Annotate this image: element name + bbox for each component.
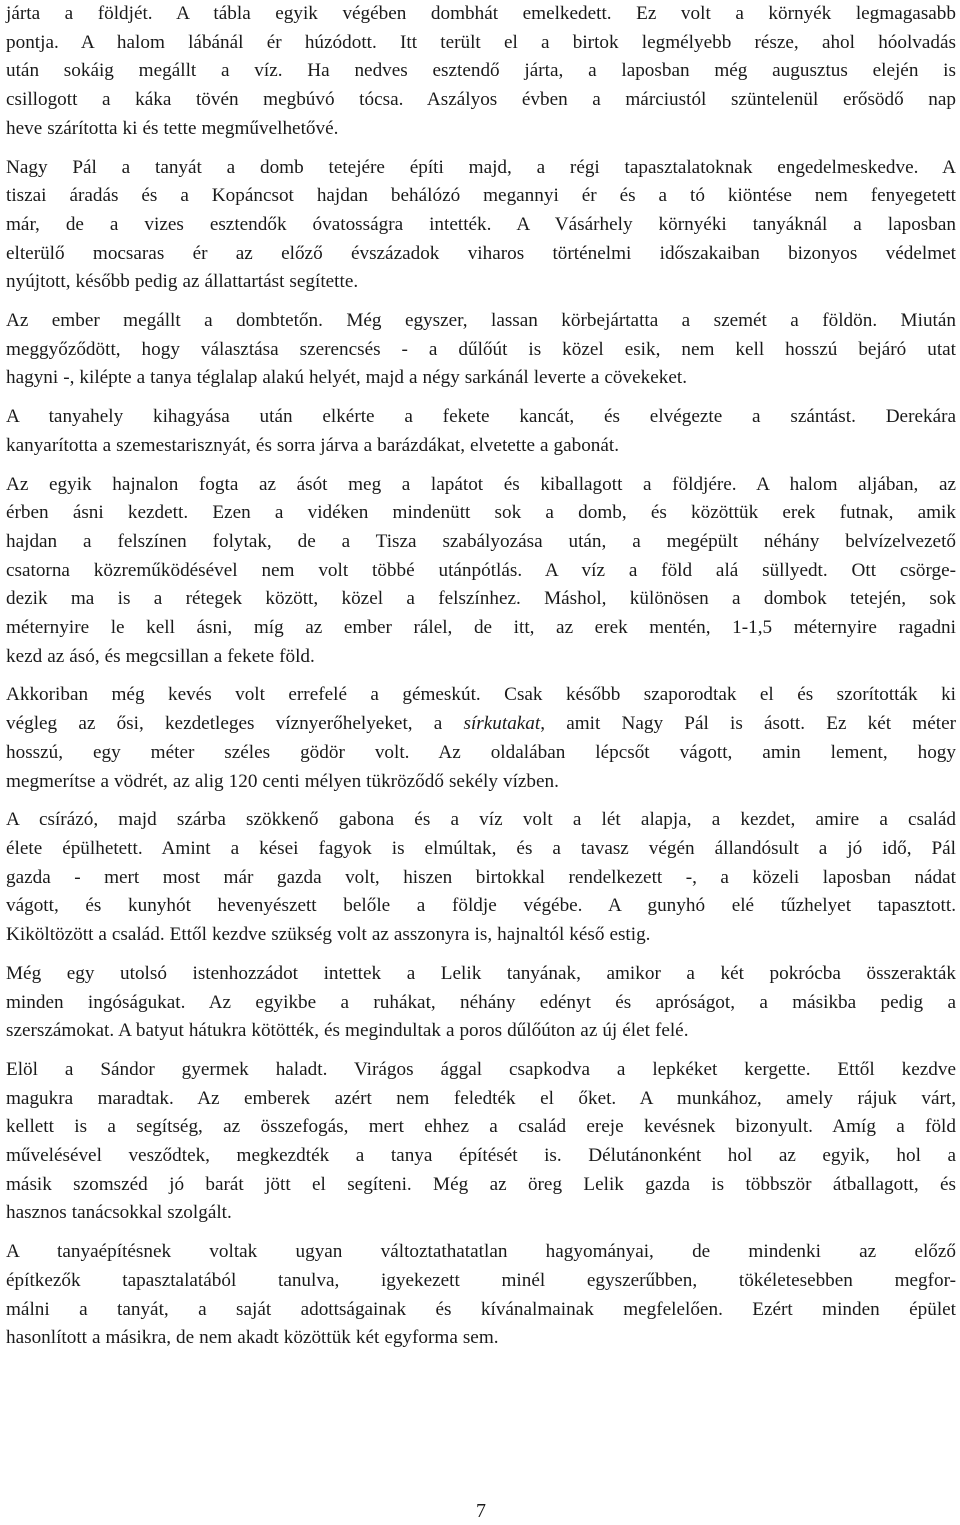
text-line: érben ásni kezdett. Ezen a vidéken mindenütt sok a domb, és közöttük erek futnak, amik — [6, 502, 956, 524]
text-line: meggyőződött, hogy választása szerencsés - a dűlőút is közel esik, nem kell hosszú bejáró utat — [6, 338, 956, 360]
paragraph — [6, 154, 956, 298]
text-line: gazda - mert most már gazda volt, hiszen birtokkal rendelkezett -, a közeli laposban nádat — [6, 866, 956, 888]
text-line: építkezők tapasztalatából tanulva, igyekezett minél egyszerűbben, tökéletesebben megfor- — [6, 1269, 956, 1291]
paragraph — [6, 403, 956, 460]
text-line: kezd az ásó, és megcsillan a fekete föld. — [6, 645, 315, 667]
text-line: járta a földjét. A tábla egyik végében dombhát emelkedett. Ez volt a környék legmagasabb — [6, 3, 956, 24]
page-number: 7 — [476, 1500, 486, 1522]
text-line: művelésével vesződtek, megkezdték a tanya építését is. Délutánonként hol az egyik, hol a — [6, 1145, 956, 1167]
document-page — [6, 0, 956, 1525]
body-text — [6, 0, 956, 1363]
text-line: már, de a vizes esztendők óvatosságra intették. A Vásárhely környéki tanyáknál a laposban — [6, 213, 956, 235]
text-line: csatorna közreműködésével nem volt többé utánpótlás. A víz a föld alá süllyedt. Ott csörge- — [6, 559, 956, 581]
paragraph — [6, 0, 956, 144]
text-line: minden ingóságukat. Az egyikbe a ruhákat, néhány edényt és apróságot, a másikba pedig a — [6, 991, 956, 1013]
paragraph — [6, 960, 956, 1046]
text-line: málni a tanyát, a saját adottságainak és kívánalmainak megfelelően. Ezért minden épület — [6, 1298, 956, 1320]
text-line: Az egyik hajnalon fogta az ásót meg a lapátot és kiballagott a földjére. A halom aljában, az — [6, 473, 956, 495]
paragraph — [6, 1238, 956, 1353]
paragraph — [6, 471, 956, 672]
text-line: hosszú, egy méter széles gödör volt. Az oldalában lépcsőt vágott, amin lement, hogy — [6, 741, 956, 763]
text-line: másik szomszéd jó barát jött el segíteni. Még az öreg Lelik gazda is többször átballagott, és — [6, 1173, 956, 1195]
text-line: elterülő mocsaras ér az előző évszázadok viharos történelmi időszakaiban bizonyos védelmet — [6, 242, 956, 264]
text-line: szerszámokat. A batyut hátukra kötötték, és megindultak a poros dűlőúton az új élet felé. — [6, 1020, 689, 1042]
text-line: hasznos tanácsokkal szolgált. — [6, 1202, 232, 1224]
text-line: A csírázó, majd szárba szökkenő gabona és a víz volt a lét alapja, a kezdet, amire a család — [6, 809, 956, 831]
text-line: végleg az ősi, kezdetleges víznyerőhelyeket, a sírkutakat, amit Nagy Pál is ásott. Ez két méter — [6, 713, 956, 735]
text-line: Elöl a Sándor gyermek haladt. Virágos ággal csapkodva a lepkéket kergette. Ettől kezdve — [6, 1058, 956, 1080]
text-line: Kiköltözött a család. Ettől kezdve szükség volt az asszonyra is, hajnaltól késő estig. — [6, 924, 651, 946]
text-line: hagyni -, kilépte a tanya téglalap alakú helyét, majd a négy sarkánál leverte a cövekeket. — [6, 367, 687, 389]
text-line: Az ember megállt a dombtetőn. Még egyszer, lassan körbejártatta a szemét a földön. Miután — [6, 310, 956, 332]
text-line: Nagy Pál a tanyát a domb tetejére építi majd, a régi tapasztalatoknak engedelmeskedve. A — [6, 156, 956, 178]
text-line: heve szárította ki és tette megművelhetővé. — [6, 117, 339, 139]
paragraph — [6, 1056, 956, 1228]
text-line: tiszai áradás és a Kopáncsot hajdan behálózó megannyi ér és a tó kiöntése nem fenyegetett — [6, 185, 956, 207]
text-line: megmerítse a vödrét, az alig 120 centi mélyen tükröződő sekély vízben. — [6, 770, 559, 792]
text-line: élete épülhetett. Amint a kései fagyok is elmúltak, és a tavasz végén állandósult a jó idő, Pál — [6, 837, 956, 859]
text-line: Akkoriban még kevés volt errefelé a gémeskút. Csak később szaporodtak el és szorították ki — [6, 684, 956, 706]
text-line: hajdan a felszínen folytak, de a Tisza szabályozása után, a megépült néhány belvízelvezető — [6, 530, 956, 552]
text-line: kanyarította a szemestarisznyát, és sorra járva a barázdákat, elvetette a gabonát. — [6, 434, 620, 456]
text-line: magukra maradtak. Az emberek azért nem feledték el őket. A munkához, amely rájuk várt, — [6, 1087, 956, 1109]
paragraph — [6, 307, 956, 393]
text-line: pontja. A halom lábánál ér húzódott. Itt terült el a birtok legmélyebb része, ahol hóolvadás — [6, 31, 956, 53]
paragraph — [6, 806, 956, 950]
text-line: A tanyaépítésnek voltak ugyan változtathatatlan hagyományai, de mindenki az előző — [6, 1241, 956, 1263]
text-line: hasonlított a másikra, de nem akadt közöttük két egyforma sem. — [6, 1327, 499, 1349]
text-line: vágott, és kunyhót hevenyészett belőle a földje végébe. A gunyhó elé tűzhelyet tapasztott. — [6, 895, 956, 917]
text-line: A tanyahely kihagyása után elkérte a fekete kancát, és elvégezte a szántást. Derekára — [6, 406, 956, 428]
paragraph — [6, 681, 956, 796]
text-line: nyújtott, később pedig az állattartást segítette. — [6, 271, 359, 293]
text-line: után sokáig megállt a víz. Ha nedves esztendő járta, a laposban még augusztus elején is — [6, 60, 956, 82]
text-line: csillogott a káka tövén megbúvó tócsa. Aszályos évben a márciustól szüntelenül erősödő nap — [6, 89, 956, 111]
text-line: Még egy utolsó istenhozzádot intettek a Lelik tanyának, amikor a két pokrócba összerakták — [6, 962, 956, 984]
text-line: méternyire le kell ásni, míg az ember rálel, de itt, az erek mentén, 1-1,5 méternyire ragadni — [6, 617, 956, 639]
text-line: kellett is a segítség, az összefogás, mert ehhez a család ereje kevésnek bizonyult. Amíg a föld — [6, 1116, 956, 1138]
text-line: dezik ma is a rétegek között, közel a felszínhez. Máshol, különösen a dombok tetején, sok — [6, 588, 956, 610]
